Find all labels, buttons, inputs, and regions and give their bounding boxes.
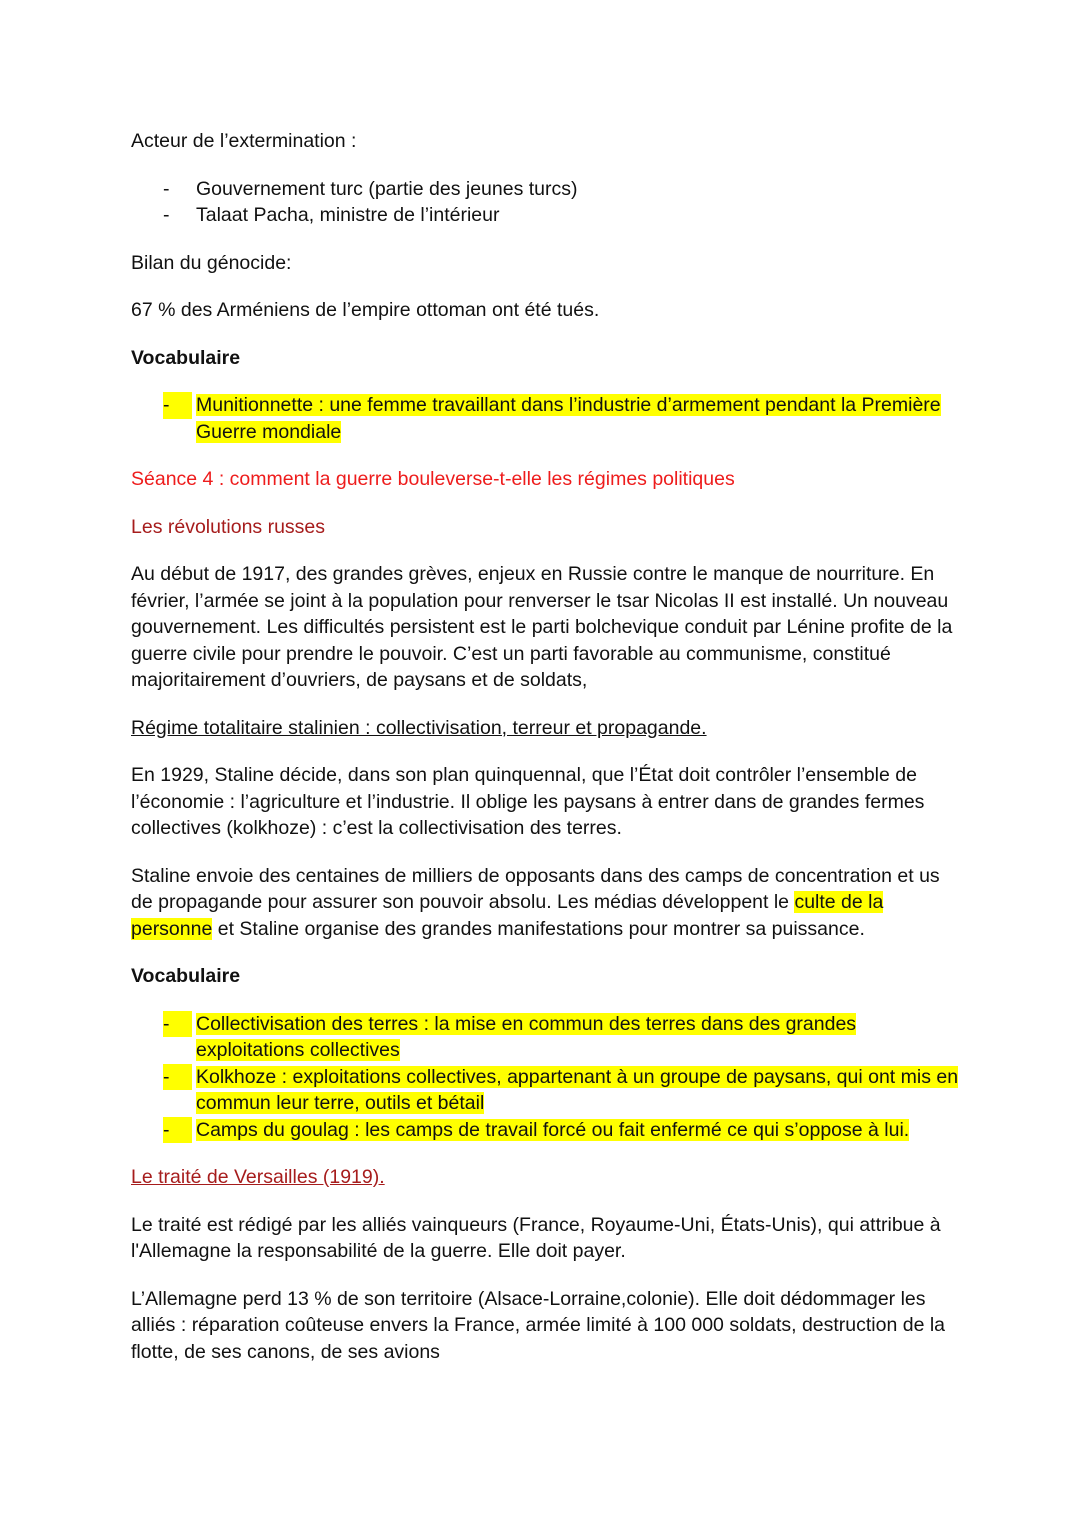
acteur-list [131,176,961,229]
revolutions-title: Les révolutions russes [131,515,326,538]
vocabulary-item [131,1117,961,1144]
list-item [131,176,961,203]
list-item [131,202,961,229]
document-page [131,128,961,1386]
staline-text-part: Staline envoie des centaines de milliers de opposants dans des camps de concentration et us de propagande pour assurer son pouvoir absolu. Les médias développent le [131,864,940,913]
versailles-paragraph-2: L’Allemagne perd 13 % de son territoire (Alsace-Lorraine,colonie). Elle doit dédommager les alliés : réparation coûteuse envers la France, armée limité à 100 000 soldats, destruction de la flotte, de ses canons, de ses avions [131,1287,946,1363]
dash-bullet: - [163,1117,192,1144]
revolutions-paragraph: Au début de 1917, des grandes grèves, enjeux en Russie contre le manque de nourriture. En février, l’armée se joint à la population pour renverser le tsar Nicolas II est installé. Un nouveau gouvernement. Les difficultés persistent est le parti bolchevique conduit par Lénine profite de la guerre civile pour prendre le pouvoir. C’est un parti favorable au communisme, constitué majoritairement d’ouvriers, de paysans et de soldats, [131,563,953,691]
staline-paragraph-1: En 1929, Staline décide, dans son plan quinquennal, que l’État doit contrôler l’ensemble de l’économie : l’agriculture et l’industrie. Il oblige les paysans à entrer dans de grandes fermes collectives (kolkhoze) : c’est la collectivisation des terres. [131,764,925,839]
acteur-heading: Acteur de l’extermination : [131,130,357,152]
highlighted-term: culte de la personne [131,891,884,940]
dash-bullet: - [163,177,170,200]
versailles-paragraph-1: Le traité est rédigé par les alliés vainqueurs (France, Royaume-Uni, États-Unis), qui attribue à l'Allemagne la responsabilité de la guerre. Elle doit payer. [131,1213,941,1262]
vocabulary-heading: Vocabulaire [131,346,241,369]
bilan-heading: Bilan du génocide: [131,251,292,274]
list-item-text: Talaat Pacha, ministre de l’intérieur [196,204,500,226]
staline-paragraph-2 [131,863,961,943]
versailles-title: Le traité de Versailles (1919). [131,1166,385,1188]
staline-text-part: et Staline organise des grandes manifestations pour montrer sa puissance. [212,917,865,940]
vocabulary-list [131,1011,961,1144]
seance-title: Séance 4 : comment la guerre bouleverse-t-elle les régimes politiques [131,468,735,490]
bilan-text: 67 % des Arméniens de l’empire ottoman ont été tués. [131,299,600,321]
list-item-text: Gouvernement turc (partie des jeunes turcs) [196,177,578,200]
vocabulary-item [131,1064,961,1117]
vocabulary-item-text: Camps du goulag : les camps de travail forcé ou fait enfermé ce qui s’oppose à lui. [196,1118,910,1141]
vocabulary-item-text: Kolkhoze : exploitations collectives, appartenant à un groupe de paysans, qui ont mis en commun leur terre, outils et bétail [196,1065,959,1114]
vocabulary-list [131,392,961,445]
dash-bullet: - [163,1064,192,1091]
regime-title: Régime totalitaire stalinien : collectivisation, terreur et propagande. [131,716,707,739]
dash-bullet: - [163,1011,192,1038]
vocabulary-item [131,1011,961,1064]
vocabulary-item-text: Munitionnette : une femme travaillant dans l’industrie d’armement pendant la Première Guerre mondiale [196,394,941,443]
vocabulary-item-text: Collectivisation des terres : la mise en commun des terres dans des grandes exploitations collectives [196,1012,857,1061]
dash-bullet: - [163,204,170,226]
vocabulary-item [131,392,961,445]
vocabulary-heading: Vocabulaire [131,965,241,987]
dash-bullet: - [163,392,192,419]
